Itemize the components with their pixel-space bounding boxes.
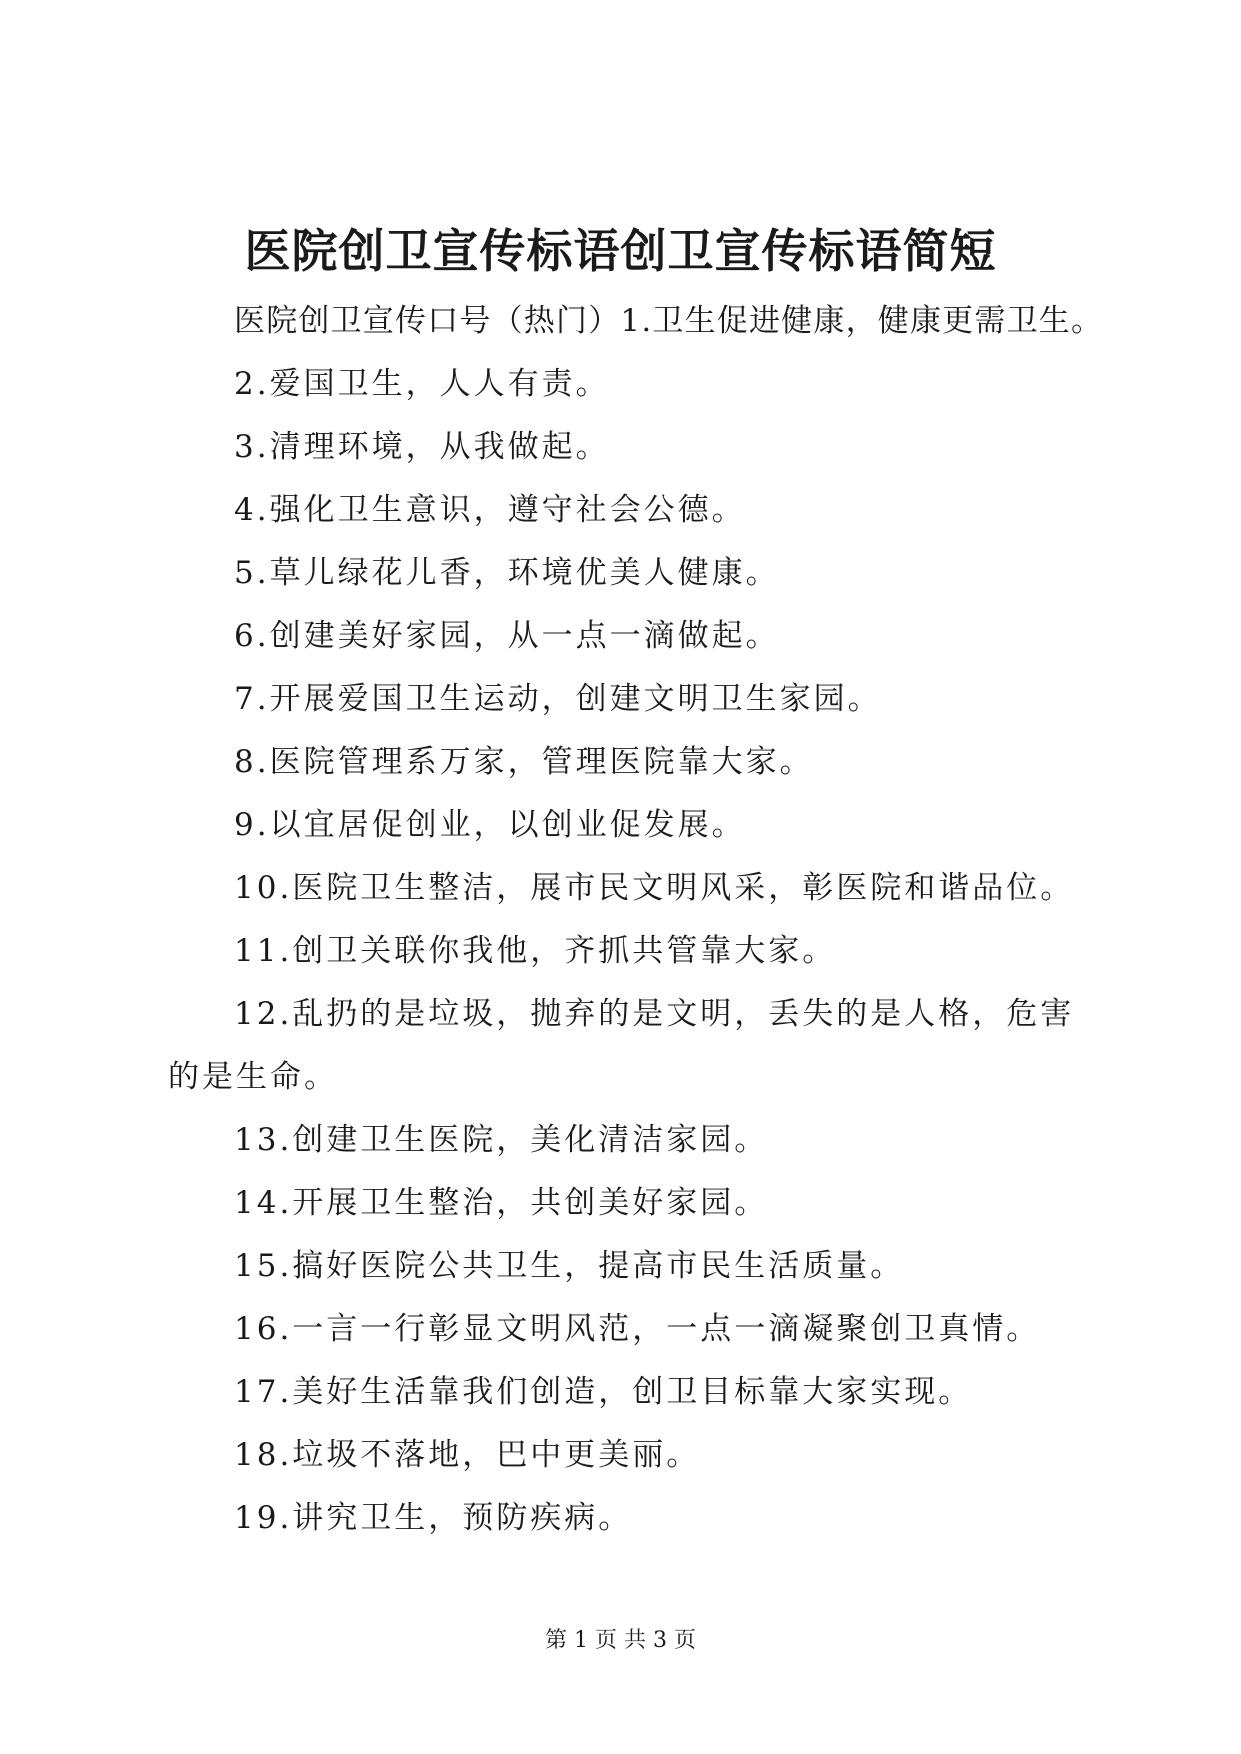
paragraph: 13.创建卫生医院，美化清洁家园。 (234, 1122, 769, 1158)
paragraph: 7.开展爱国卫生运动，创建文明卫生家园。 (234, 681, 882, 717)
paragraph: 10.医院卫生整洁，展市民文明风采，彰医院和谐品位。 (234, 870, 1075, 906)
paragraph: 医院创卫宣传口号（热门）1.卫生促进健康，健康更需卫生。 (234, 303, 1104, 339)
paragraph: 9.以宜居促创业，以创业促发展。 (234, 807, 746, 843)
paragraph: 14.开展卫生整治，共创美好家园。 (234, 1185, 769, 1221)
document-body (168, 290, 1104, 1550)
paragraph: 4.强化卫生意识，遵守社会公德。 (234, 492, 746, 528)
page-footer: 第 1 页 共 3 页 (545, 1628, 696, 1653)
paragraph: 3.清理环境，从我做起。 (234, 429, 610, 465)
document-title: 医院创卫宣传标语创卫宣传标语简短 (244, 224, 997, 278)
paragraph: 2.爱国卫生，人人有责。 (234, 366, 610, 402)
paragraph: 6.创建美好家园，从一点一滴做起。 (234, 618, 780, 654)
paragraph: 18.垃圾不落地，巴中更美丽。 (234, 1437, 701, 1473)
paragraph: 16.一言一行彰显文明风范，一点一滴凝聚创卫真情。 (234, 1311, 1041, 1347)
paragraph: 11.创卫关联你我他，齐抓共管靠大家。 (234, 933, 837, 969)
paragraph: 8.医院管理系万家，管理医院靠大家。 (234, 744, 814, 780)
paragraph: 15.搞好医院公共卫生，提高市民生活质量。 (234, 1248, 905, 1284)
paragraph: 5.草儿绿花儿香，环境优美人健康。 (234, 555, 780, 591)
paragraph: 12.乱扔的是垃圾，抛弃的是文明，丢失的是人格，危害的是生命。 (168, 996, 1075, 1095)
paragraph: 17.美好生活靠我们创造，创卫目标靠大家实现。 (234, 1374, 973, 1410)
paragraph: 19.讲究卫生，预防疾病。 (234, 1500, 633, 1536)
